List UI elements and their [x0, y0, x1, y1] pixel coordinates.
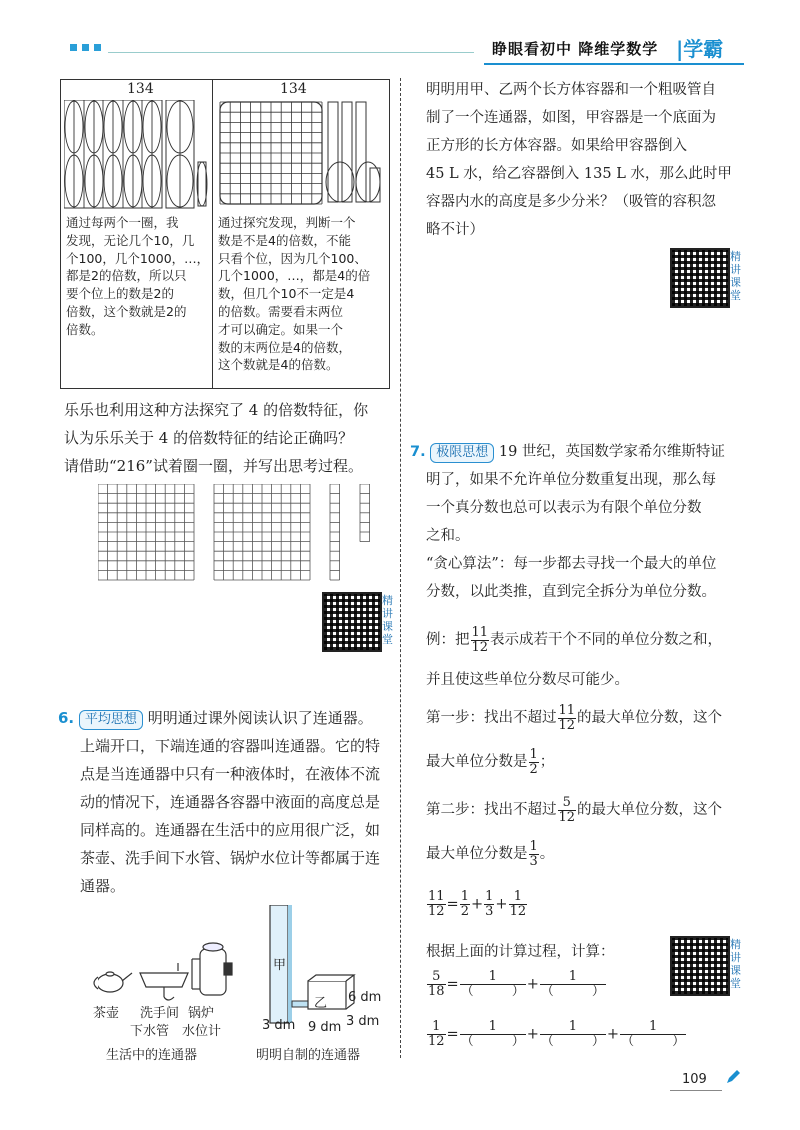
q5-table-divider [212, 79, 213, 389]
q6-illustration [92, 905, 392, 1025]
header-rule [108, 52, 474, 53]
dim-3dm-a: 3 dm [262, 1018, 296, 1033]
qr-label: 精讲课堂 [382, 594, 393, 646]
q7-steps: 第一步：找出不超过 $\frac{11}{12}$ 的最大单位分数，这个 最大单位分数是 $\frac{1}{2}$ ； 第二步：找出不超过 $\frac{5}{12}$ 的最大单位分数，这个 最大单位分数是 $\frac{1}{3}$ 。 [426, 702, 723, 869]
page-number-rule [670, 1090, 722, 1091]
label-sink-2: 下水管 [130, 1024, 170, 1039]
header-dot [70, 44, 77, 51]
label-yi: 乙 [314, 996, 328, 1011]
caption-made: 明明自制的连通器 [256, 1048, 361, 1063]
sink-icon [140, 963, 188, 1000]
q7-example: 例：把 $\frac{11}{12}$ 表示成若干个不同的单位分数之和， 并且使这些单位分数尽可能少。 [426, 624, 723, 688]
q6-number: 6. [58, 709, 75, 727]
label-boiler: 锅炉 [188, 1006, 215, 1021]
dim-3dm-b: 3 dm [346, 1014, 380, 1029]
dim-6dm: 6 dm [348, 990, 382, 1005]
right-grid-diagram [218, 100, 388, 212]
left-note: 通过每两个一圈，我 发现，无论几个10，几 个100，几个1000，…， 都是2的倍数，所以只 要个位上的数是2的 倍数，这个数就是2的 倍数。 [66, 215, 210, 337]
qr-code[interactable] [670, 248, 730, 308]
boiler-icon [192, 943, 232, 995]
q6-tag: 平均思想 [79, 710, 143, 730]
qr-label: 精讲课堂 [730, 938, 741, 990]
q5-question: 乐乐也利用这种方法探究了 4 的倍数特征，你 认为乐乐关于 4 的倍数特征的结论正确吗？ 请借助“216”试着圈一圈，并写出思考过程。 [64, 401, 369, 475]
q7-calc-prompt: 根据上面的计算过程，计算： [426, 944, 615, 960]
q7-tag: 极限思想 [430, 443, 494, 463]
q7-exercise-1[interactable]: $\frac{5}{18}$ = $\frac{1}{( )}$ + $\frac{1}{( )}$ [428, 969, 605, 999]
label-jia: 甲 [273, 958, 287, 973]
header-underline [484, 63, 744, 65]
label-boiler-2: 水位计 [182, 1024, 222, 1039]
q5-grid-area[interactable] [98, 484, 388, 584]
header-series-title: 睁眼看初中 降维学数学 [492, 40, 659, 58]
q7-decomposition: $\frac{11}{12}$ = $\frac{1}{2}$ + $\frac{1}{3}$ + $\frac{1}{12}$ [428, 889, 527, 919]
label-sink: 洗手间 [140, 1006, 180, 1021]
right-note: 通过探究发现，判断一个 数是不是4的倍数，不能 只看个位，因为几个100、 几个1000，…，都是4的倍 数，但几个10不一定是4 的倍数。需要看末两位 才可以确定。如果一个 数的末两位是4的倍数， 这个数就是4的倍数。 [218, 215, 371, 373]
header-dot [94, 44, 101, 51]
q7-number: 7. [410, 444, 426, 460]
teapot-icon [94, 972, 132, 992]
qr-label: 精讲课堂 [730, 250, 741, 302]
left-number: 134 [127, 81, 154, 97]
label-teapot: 茶壶 [93, 1006, 120, 1021]
qr-code[interactable] [322, 592, 382, 652]
header-dot [82, 44, 89, 51]
q6-right-text: 明明用甲、乙两个长方体容器和一个粗吸管自 制了一个连通器，如图，甲容器是一个底面为 正方形的长方体容器。如果给甲容器倒入 45 L 水，给乙容器倒入 135 L 水，那么此时甲 容器内水的高度是多少分米？（吸管的容积忽 略不计） [426, 82, 732, 238]
dim-9dm: 9 dm [308, 1020, 342, 1035]
right-number: 134 [280, 81, 307, 97]
left-circle-diagram [64, 100, 212, 212]
q6-text: 6. 平均思想 明明通过课外阅读认识了连通器。 上端开口，下端连通的容器叫连通器。它的特 点是当连通器中只有一种液体时，在液体不流 动的情况下，连通器各容器中液面的高度总是 同样高的。连通器在生活中的应用很广泛，如 茶壶、洗手间下水管、锅炉水位计等都属于连 通器。 [58, 709, 381, 895]
caption-life: 生活中的连通器 [106, 1048, 198, 1063]
q7-exercise-2[interactable]: $\frac{1}{12}$ = $\frac{1}{( )}$ + $\frac{1}{( )}$ + $\frac{1}{( )}$ [428, 1019, 686, 1049]
page-number: 109 [682, 1072, 707, 1087]
column-divider [400, 78, 401, 1058]
pencil-icon [724, 1068, 742, 1086]
q7-text: 7. 极限思想 19 世纪，英国数学家希尔维斯特证 明了，如果不允许单位分数重复出现，那么每 一个真分数也总可以表示为有限个单位分数 之和。 “贪心算法”：每一步都去寻找一个最大的单位 分数，以此类推，直到完全拆分为单位分数。 [410, 444, 725, 600]
header-brand: |学霸 [676, 37, 724, 61]
